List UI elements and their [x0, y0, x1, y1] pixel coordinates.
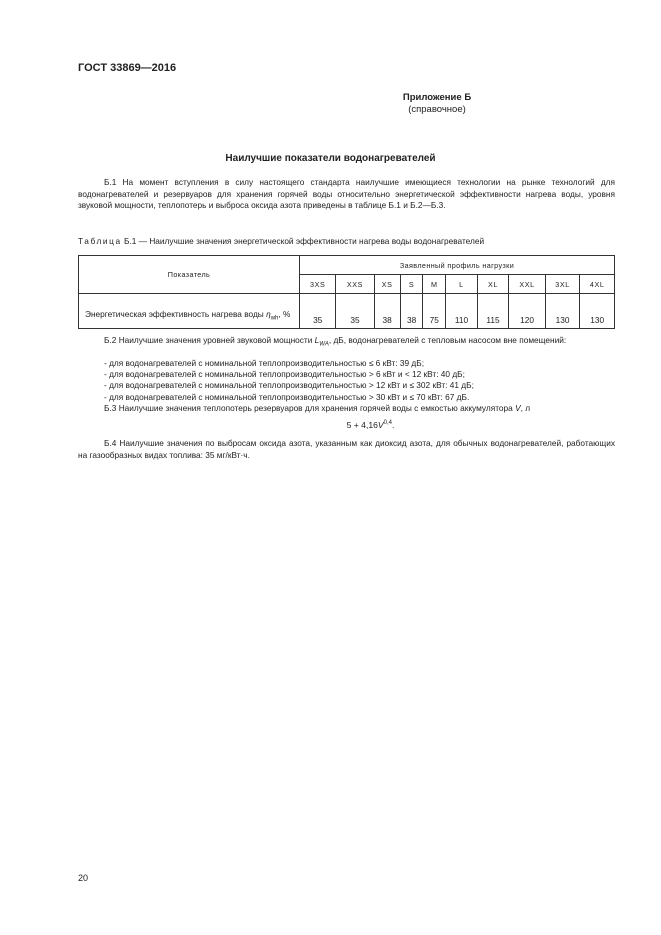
b2-symbol: L: [314, 335, 320, 345]
b3-number: Б.3: [104, 403, 117, 413]
b4-number: Б.4: [104, 438, 117, 448]
page-number: 20: [78, 873, 89, 883]
list-item: - для водонагревателей с номинальной теплопроизводительностью > 30 кВт и ≤ 70 кВт: 67 дБ.: [104, 391, 470, 402]
value-cell: 35: [336, 294, 374, 329]
paragraph-b2: [78, 335, 615, 351]
formula-var: V: [377, 420, 384, 430]
section-title: Наилучшие показатели водонагревателей: [225, 153, 436, 164]
profile-cell: XL: [477, 275, 509, 294]
profile-cell: XXL: [509, 275, 545, 294]
profile-cell: S: [400, 275, 423, 294]
row-label-sub: wh: [270, 316, 279, 322]
profile-cell: 4XL: [580, 275, 615, 294]
profile-cell: M: [423, 275, 446, 294]
b3-text: Наилучшие значения теплопотерь резервуаров для хранения горячей воды с емкостью аккумулятора: [118, 403, 513, 413]
annex-title: Приложение Б: [402, 92, 472, 103]
profile-cell: 3XL: [545, 275, 580, 294]
profile-cell: L: [446, 275, 478, 294]
value-cell: 115: [477, 294, 509, 329]
row-label-unit: , %: [278, 309, 291, 320]
table-caption: [78, 236, 484, 246]
list-item: - для водонагревателей с номинальной теплопроизводительностью > 12 кВт и ≤ 302 кВт: 41 дБ;: [104, 380, 474, 391]
b2-text-before: Наилучшие значения уровней звуковой мощности: [118, 335, 313, 345]
paragraph-b3: [78, 403, 615, 415]
table-caption-label: Таблица: [78, 236, 122, 246]
paragraph-b4: [78, 438, 615, 461]
efficiency-table: [78, 255, 615, 329]
formula-end: .: [392, 420, 395, 430]
value-cell: 75: [423, 294, 446, 329]
header-profile: Заявленный профиль нагрузки: [300, 256, 615, 275]
profile-cell: XS: [374, 275, 400, 294]
b2-symbol-sub: WA: [319, 341, 329, 348]
b1-number: Б.1: [104, 177, 117, 187]
b2-text-after: , дБ, водонагревателей с тепловым насосом вне помещений:: [328, 335, 567, 345]
header-indicator: Показатель: [79, 256, 300, 294]
row-label-symbol: η: [266, 309, 271, 320]
value-cell: 110: [446, 294, 478, 329]
annex-subtitle: (справочное): [408, 104, 466, 115]
profile-cell: XXS: [336, 275, 374, 294]
value-cell: 38: [400, 294, 423, 329]
value-cell: 35: [300, 294, 336, 329]
value-cell: 120: [509, 294, 545, 329]
formula-base: 5 + 4,16: [346, 420, 378, 430]
row-label: [79, 294, 300, 329]
value-cell: 130: [545, 294, 580, 329]
value-cell: 38: [374, 294, 400, 329]
row-label-main: Энергетическая эффективность нагрева воды: [85, 309, 264, 320]
paragraph-b1: [78, 177, 615, 212]
standard-designation: ГОСТ 33869—2016: [78, 62, 177, 74]
b2-list: [78, 358, 615, 403]
list-item: - для водонагревателей с номинальной теплопроизводительностью ≤ 6 кВт: 39 дБ;: [104, 358, 425, 368]
profile-cell: 3XS: [300, 275, 336, 294]
b1-text: На момент вступления в силу настоящего стандарта наилучшие имеющиеся технологии на рынке технологий для водонагревателей и резервуаров для хранения горячей воды относительно энергетической эффективности нагрева воды, уровня звуковой мощности, теплопотерь и выброса оксида азота приведены в таблице Б.1 и Б.2—Б.3.: [78, 177, 615, 211]
formula: [78, 420, 639, 430]
b4-text: Наилучшие значения по выбросам оксида азота, указанным как диоксид азота, для обычных водонагревателей, работающих на газообразных видах топлива: 35 мг/кВт·ч.: [78, 438, 616, 460]
value-cell: 130: [580, 294, 615, 329]
formula-exponent: 0,4: [383, 420, 392, 427]
annex-block: [78, 92, 583, 116]
b3-symbol: V: [515, 403, 521, 413]
table-caption-text: Б.1 — Наилучшие значения энергетической эффективности нагрева воды водонагревателей: [124, 236, 485, 246]
table-row: [79, 294, 615, 329]
list-item: - для водонагревателей с номинальной теплопроизводительностью > 6 кВт и < 12 кВт: 40 дБ;: [104, 369, 465, 380]
b3-unit: , л: [520, 403, 531, 413]
b2-number: Б.2: [104, 335, 117, 345]
